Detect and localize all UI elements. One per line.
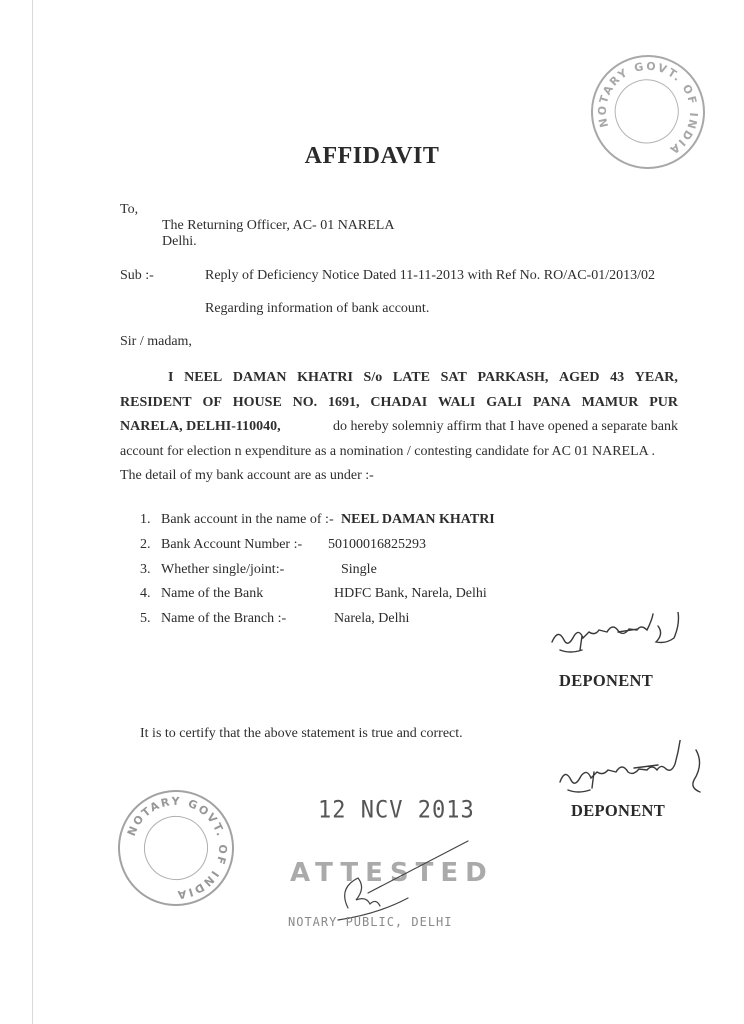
para-line-1	[120, 366, 678, 391]
account-holder-value: NEEL DAMAN KHATRI	[341, 512, 495, 527]
para-word: RESIDENT	[120, 394, 192, 410]
para-word: LATE	[392, 370, 430, 385]
para-word: NEEL	[184, 370, 223, 385]
notary-seal-bottom	[105, 777, 247, 919]
attested-stamp: ATTESTED	[290, 858, 494, 888]
para-word: AGED	[559, 370, 600, 385]
para-line-3-rest: do hereby solemniy affirm that I have opened a separate bank	[333, 419, 678, 434]
subject-label: Sub :-	[120, 268, 154, 283]
notary-public-stamp: NOTARY PUBLIC, DELHI	[288, 915, 453, 929]
deponent-label-1: DEPONENT	[559, 671, 654, 690]
para-word: HOUSE	[232, 394, 282, 410]
branch-value: Narela, Delhi	[334, 611, 410, 626]
para-word: DAMAN	[232, 370, 287, 385]
seal-text: NOTARY GOVT. OF INDIA	[595, 59, 701, 158]
para-line-3	[120, 415, 678, 440]
para-line-5: The detail of my bank account are as under :-	[120, 468, 374, 483]
para-word: S/o	[363, 370, 383, 385]
para-word: PANA	[532, 394, 571, 410]
addressee-line-2: Delhi.	[162, 234, 197, 249]
para-word: NO.	[292, 394, 318, 410]
para-word: PARKASH,	[477, 370, 549, 385]
para-word: PUR	[649, 394, 678, 410]
svg-text:NOTARY GOVT. OF INDIA	[111, 783, 241, 912]
to-label: To,	[120, 202, 139, 217]
seal-text: NOTARY GOVT. OF INDIA	[124, 794, 230, 902]
signature-1	[548, 612, 693, 660]
para-line-2	[120, 391, 678, 416]
para-word: GALI	[486, 394, 523, 410]
para-word: WALI	[438, 394, 476, 410]
subject-line-1: Reply of Deficiency Notice Dated 11-11-2013 with Ref No. RO/AC-01/2013/02	[205, 268, 655, 283]
para-word: 1691,	[328, 394, 360, 410]
subject-line-2: Regarding information of bank account.	[205, 301, 430, 316]
para-word: CHADAI	[370, 394, 428, 410]
para-word: 43	[610, 370, 625, 385]
para-word: YEAR,	[634, 370, 678, 385]
para-word: OF	[202, 394, 222, 410]
account-number-value: 50100016825293	[328, 537, 426, 552]
para-word: KHATRI	[297, 370, 353, 385]
bank-name-value: HDFC Bank, Narela, Delhi	[334, 586, 487, 601]
deponent-label-2: DEPONENT	[571, 801, 666, 820]
account-type-value: Single	[341, 562, 377, 577]
addressee-line-1: The Returning Officer, AC- 01 NARELA	[162, 218, 395, 233]
date-stamp: 12 NCV 2013	[318, 796, 475, 825]
para-word: SAT	[440, 370, 467, 385]
document-title: AFFIDAVIT	[304, 143, 440, 169]
signature-2	[556, 740, 716, 800]
salutation: Sir / madam,	[120, 334, 192, 349]
affirmation-paragraph	[120, 366, 678, 489]
para-word: I	[168, 370, 174, 385]
para-line-4: account for election n expenditure as a nomination / contesting candidate for AC 01 NARELA .	[120, 443, 655, 459]
certification-text: It is to certify that the above statement is true and correct.	[140, 726, 463, 741]
para-word: MAMUR	[581, 394, 639, 410]
address-bold: NARELA, DELHI-110040,	[120, 419, 281, 434]
affidavit-page: NOTARY GOVT. OF INDIA AFFIDAVIT To, The Returning Officer, AC- 01 NARELA Delhi. Sub :- Reply of Deficiency Notice Dated 11-11-2013 with Ref No. RO/AC-01/2013/02 Regarding information of bank account. Sir / madam, I NEEL DAMAN KHATRI S/o LATE SAT PARKASH, AGED 43 YEAR, RESIDENT OF HOUSE NO. 1691, CHADAI WALI GALI PANA MAMUR PUR NARELA, DELHI-110040, do hereby solemniy affirm that I have opened a separate bank account for election n expenditure as a nomination / contesting candidate for AC 01 NARELA . The detail of my bank account are as under :- 1. Bank account in the name of :- NEEL DAMAN KHATRI 2. Bank Account Number :- 50100016825293 3. Whether single/joint:- Single 4. Name of the Bank HDFC Bank, Narela, Delhi 5. Name of the Branch :- Narela, Delhi DEPONENT It is to certify that the above statement is true and correct. DEPONENT NOTARY GOVT. OF INDIA 12 NCV 2013 ATTESTED NOTARY PUBLIC, DELHI	[0, 0, 744, 1024]
